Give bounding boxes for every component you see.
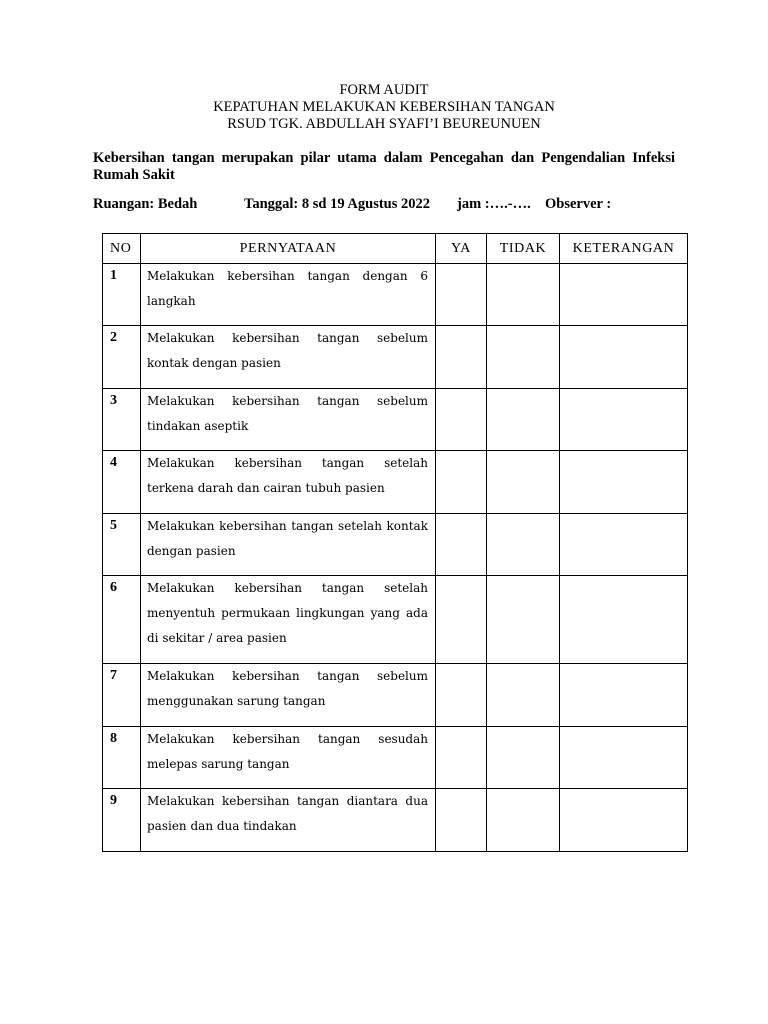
row-number: 1 <box>103 264 141 326</box>
row-number: 7 <box>103 664 141 727</box>
table-row <box>103 514 688 576</box>
row-statement: Melakukan kebersihan tangan setelah terkena darah dan cairan tubuh pasien <box>141 451 436 514</box>
ya-cell[interactable] <box>436 389 487 451</box>
row-number: 2 <box>103 326 141 389</box>
form-meta <box>93 196 693 213</box>
table-row <box>103 326 688 389</box>
tidak-cell[interactable] <box>487 514 560 576</box>
keterangan-cell[interactable] <box>560 451 688 514</box>
row-number: 8 <box>103 727 141 789</box>
header-tidak: TIDAK <box>487 234 560 264</box>
row-statement: Melakukan kebersihan tangan diantara dua pasien dan dua tindakan <box>141 789 436 852</box>
form-title-line-3: RSUD TGK. ABDULLAH SYAFI’I BEUREUNUEN <box>227 116 541 132</box>
keterangan-cell[interactable] <box>560 264 688 326</box>
keterangan-cell[interactable] <box>560 326 688 389</box>
ya-cell[interactable] <box>436 264 487 326</box>
header-pernyataan: PERNYATAAN <box>141 234 436 264</box>
table-row <box>103 264 688 326</box>
ya-cell[interactable] <box>436 514 487 576</box>
keterangan-cell[interactable] <box>560 389 688 451</box>
ya-cell[interactable] <box>436 789 487 852</box>
ya-cell[interactable] <box>436 326 487 389</box>
table-row <box>103 576 688 664</box>
row-statement: Melakukan kebersihan tangan dengan 6 langkah <box>141 264 436 326</box>
row-number: 5 <box>103 514 141 576</box>
observer-label: Observer : <box>545 196 612 212</box>
ya-cell[interactable] <box>436 727 487 789</box>
intro-paragraph: Kebersihan tangan merupakan pilar utama dalam Pencegahan dan Pengendalian Infeksi Rumah Sakit <box>93 150 675 183</box>
tidak-cell[interactable] <box>487 789 560 852</box>
row-statement: Melakukan kebersihan tangan setelah kontak dengan pasien <box>141 514 436 576</box>
ya-cell[interactable] <box>436 664 487 727</box>
keterangan-cell[interactable] <box>560 727 688 789</box>
tidak-cell[interactable] <box>487 264 560 326</box>
row-number: 9 <box>103 789 141 852</box>
ruangan-label: Ruangan: Bedah <box>93 196 198 212</box>
table-header-row <box>103 234 688 264</box>
jam-label: jam :….-…. <box>457 196 531 212</box>
keterangan-cell[interactable] <box>560 664 688 727</box>
table-row <box>103 789 688 852</box>
tidak-cell[interactable] <box>487 664 560 727</box>
form-title-line-1: FORM AUDIT <box>339 82 429 98</box>
table-row <box>103 727 688 789</box>
tidak-cell[interactable] <box>487 326 560 389</box>
header-keterangan: KETERANGAN <box>560 234 688 264</box>
audit-table <box>102 233 688 852</box>
tidak-cell[interactable] <box>487 389 560 451</box>
header-ya: YA <box>436 234 487 264</box>
form-title-line-2: KEPATUHAN MELAKUKAN KEBERSIHAN TANGAN <box>213 99 555 115</box>
row-statement: Melakukan kebersihan tangan setelah menyentuh permukaan lingkungan yang ada di sekitar / area pasien <box>141 576 436 664</box>
table-row <box>103 451 688 514</box>
ya-cell[interactable] <box>436 451 487 514</box>
tidak-cell[interactable] <box>487 727 560 789</box>
keterangan-cell[interactable] <box>560 514 688 576</box>
keterangan-cell[interactable] <box>560 576 688 664</box>
table-row <box>103 389 688 451</box>
row-statement: Melakukan kebersihan tangan sebelum menggunakan sarung tangan <box>141 664 436 727</box>
table-row <box>103 664 688 727</box>
row-statement: Melakukan kebersihan tangan sebelum kontak dengan pasien <box>141 326 436 389</box>
ya-cell[interactable] <box>436 576 487 664</box>
header-no: NO <box>103 234 141 264</box>
row-number: 6 <box>103 576 141 664</box>
keterangan-cell[interactable] <box>560 789 688 852</box>
tidak-cell[interactable] <box>487 576 560 664</box>
row-number: 3 <box>103 389 141 451</box>
tidak-cell[interactable] <box>487 451 560 514</box>
row-number: 4 <box>103 451 141 514</box>
tanggal-label: Tanggal: 8 sd 19 Agustus 2022 <box>244 196 431 212</box>
row-statement: Melakukan kebersihan tangan sebelum tindakan aseptik <box>141 389 436 451</box>
form-title <box>0 82 768 133</box>
row-statement: Melakukan kebersihan tangan sesudah melepas sarung tangan <box>141 727 436 789</box>
